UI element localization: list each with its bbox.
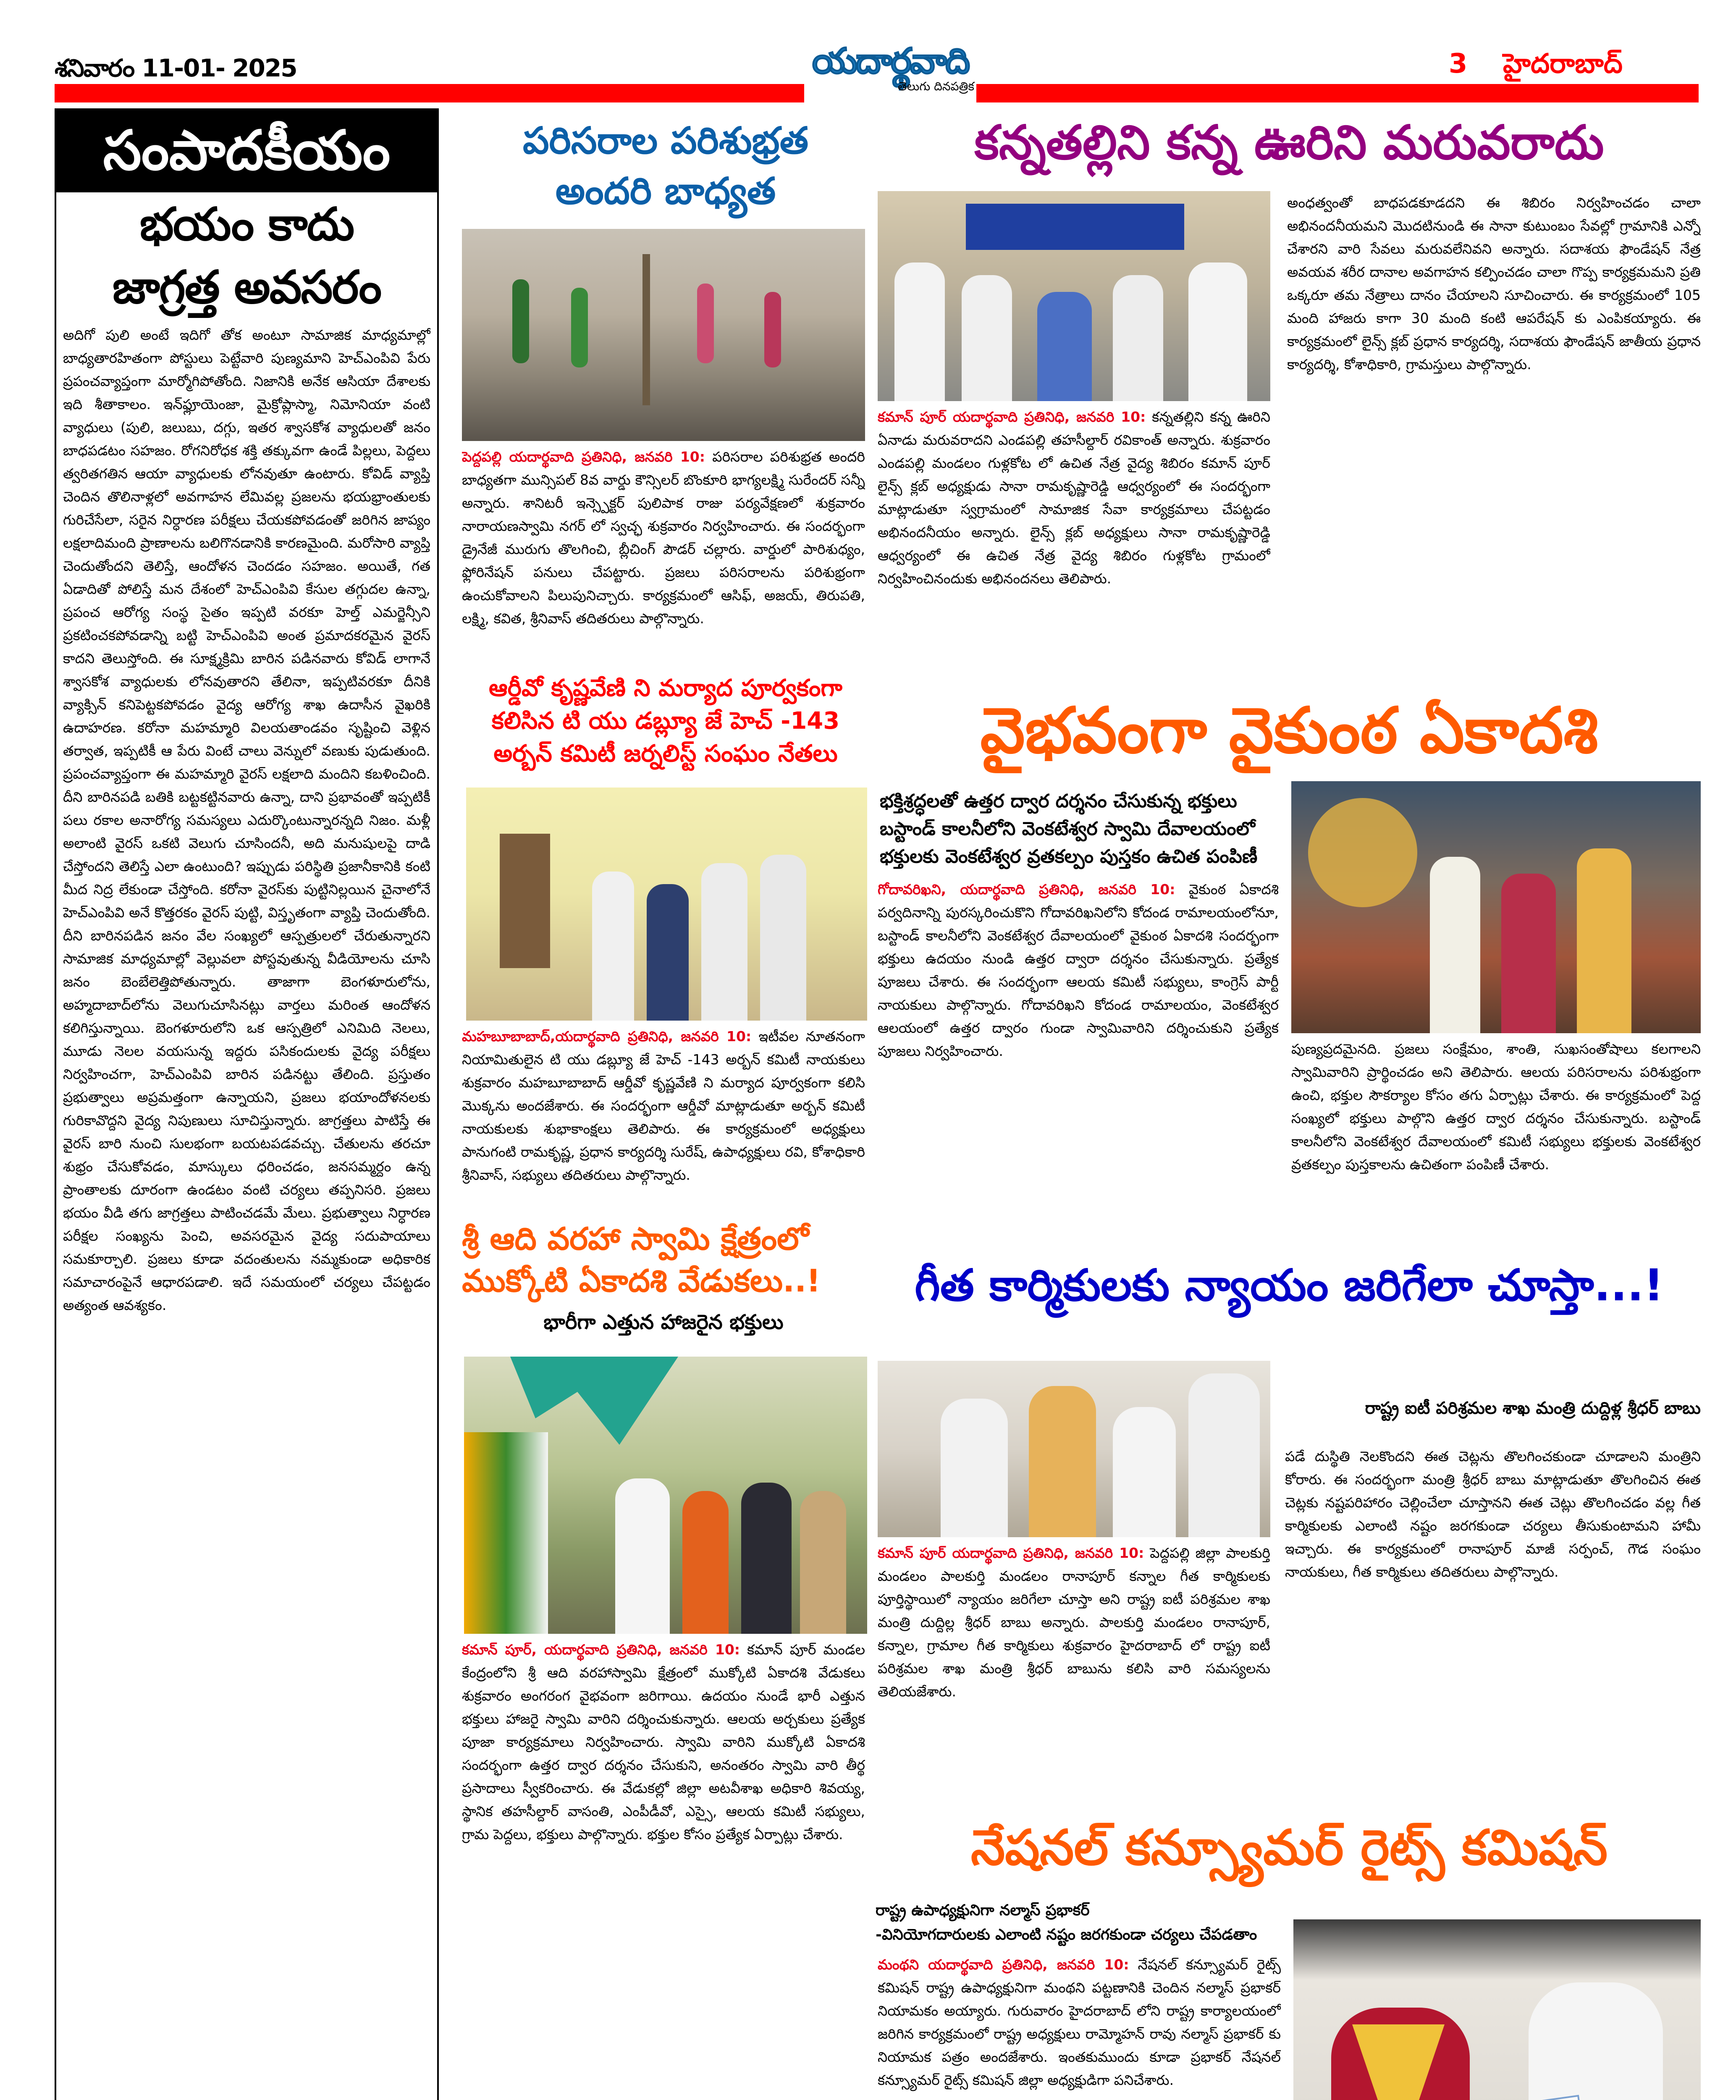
geetha-dateline: కమాన్ పూర్ యదార్థవాది ప్రతినిధి, జనవరి 10:: [878, 1545, 1144, 1561]
editorial-headline-line1: భయం కాదు: [139, 198, 354, 251]
rdo-headline: ఆర్డీవో కృష్ణవేణి ని మర్యాద పూర్వకంగా కలిసిన టి యు డబ్ల్యూ జే హెచ్ -143 అర్బన్ కమిటీ జర్నలిస్ట్ సంఘం నేతలు: [489, 675, 842, 767]
vaikunta-headline: వైభవంగా వైకుంఠ ఏకాదశి: [980, 694, 1598, 767]
birthplace-body-col2-text: అంధత్వంతో బాధపడకూడదని ఈ శిబిరం నిర్వహించడం చాలా అభినందనీయమని మొదటినుండి ఈ సానా కుటుంబం సేవల్లో గ్రామానికి ఎన్నో చేశారని వారి సేవలు మరువలేనివని అన్నారు. సదాశయ ఫౌండేషన్ నేత్ర అవయవ శరీర దానాల అవగాహన కల్పించడం చాలా గొప్ప కార్యక్రమమని ప్రతి ఒక్కరూ తమ నేత్రాలు దానం చేయాలని సూచించారు. ఈ కార్యక్రమంలో 105 మంది హాజరు కాగా 30 మంది కంటి ఆపరేషన్ కు ఎంపికయ్యారు. ఈ కార్యక్రమంలో లైన్స్ క్లబ్ ప్రధాన కార్యదర్శి, సదాశయ ఫౌండేషన్ జాతీయ ప్రధాన కార్యదర్శి, కోశాధికారి, గ్రామస్తులు పాల్గొన్నారు.: [1287, 194, 1701, 373]
editorial-headline-line2: జాగ్రత్త అవసరం: [112, 261, 381, 314]
vaikunta-photo: [1291, 781, 1701, 1033]
editorial-section-label: సంపాదకీయం: [55, 108, 439, 192]
issue-date: శనివారం 11-01- 2025: [55, 54, 297, 82]
vaikunta-kicker-3: భక్తులకు వెంకటేశ్వర వ్రతకల్పం పుస్తకం ఉచిత పంపిణీ: [880, 846, 1258, 867]
rdo-body-text: ఇటీవల నూతనంగా నియామితులైన టి యు డబ్ల్యూ జే హెచ్ -143 అర్బన్ కమిటీ నాయకులు శుక్రవారం మహబూబాబాద్ ఆర్డీవో కృష్ణవేణి ని మర్యాద పూర్వకంగా కలిసి మొక్కను అందజేశారు. ఈ సందర్భంగా ఆర్డీవో మాట్లాడుతూ అర్బన్ కమిటీ నాయకులకు శుభాకాంక్షలు తెలిపారు. ఈ కార్యక్రమంలో అధ్యక్షులు పానుగంటి రామకృష్ణ, ప్రధాన కార్యదర్శి సురేష్, ఉపాధ్యక్షులు రవి, కోశాధికారి శ్రీనివాస్, సభ్యులు తదితరులు పాల్గొన్నారు.: [462, 1028, 865, 1183]
cleanliness-body: [462, 445, 865, 664]
edition-name: హైదరాబాద్: [1503, 48, 1623, 79]
varaha-dateline: కమాన్ పూర్, యదార్థవాది ప్రతినిధి, జనవరి 10:: [462, 1641, 740, 1658]
editorial-headline: [59, 193, 435, 319]
vaikunta-kicker-1: భక్తిశ్రద్ధలతో ఉత్తర ద్వార దర్శనం చేసుకున్న భక్తులు: [880, 790, 1237, 812]
newspaper-logo: [806, 40, 974, 103]
vaikunta-body-text: వైకుంఠ ఏకాదశి పర్వదినాన్ని పురస్కరించుకొని గోదావరిఖనిలోని కోదండ రామాలయంలోనూ, బస్టాండ్ కాలనీలోని వెంకటేశ్వర దేవాలయంలో వైకుంఠ ఏకాదశి సందర్భంగా భక్తులు ఉదయం నుండి ఉత్తర ద్వారా దర్శనం చేసుకున్నారు. ప్రత్యేక పూజలు చేశారు. ఈ సందర్భంగా ఆలయ కమిటీ సభ్యులు, కాంగ్రెస్ పార్టీ నాయకులు పాల్గొన్నారు. గోదావరిఖని కోదండ రామాలయం, వెంకటేశ్వర ఆలయంలో ఉత్తర ద్వారం గుండా స్వామివారిని దర్శించుకుని ప్రత్యేక పూజలు నిర్వహించారు.: [878, 881, 1279, 1059]
cleanliness-headline: [458, 116, 873, 216]
varaha-subheadline: భారీగా ఎత్తున హాజరైన భక్తులు: [543, 1310, 784, 1334]
consumer-kicker-2: -వినియోగదారులకు ఎలాంటి నష్టం జరగకుండా చర్యలు చేపడతాం: [876, 1926, 1257, 1943]
birthplace-photo: [878, 191, 1270, 401]
rdo-photo: [466, 788, 867, 1021]
page-number: 3: [1448, 48, 1468, 79]
page-info: [1449, 48, 1623, 86]
consumer-body-text: నేషనల్ కన్స్యూమర్ రైట్స్ కమిషన్ రాష్ట్ర ఉపాధ్యక్షునిగా మంథని పట్టణానికి చెందిన నల్మాస్ ప్రభాకర్ నియామకం అయ్యారు. గురువారం హైదరాబాద్ లోని రాష్ట్ర కార్యాలయంలో జరిగిన కార్యక్రమంలో రాష్ట్ర అధ్యక్షులు రామ్మోహన్ రావు నల్మాస్ ప్రభాకర్ కు నియామక పత్రం అందజేశారు. ఇంతకుముందు కూడా ప్రభాకర్ నేషనల్ కన్స్యూమర్ రైట్స్ కమిషన్ జిల్లా అధ్యక్షుడిగా పనిచేశారు.: [878, 1956, 1281, 2088]
logo-text: యదార్థవాది: [812, 40, 969, 81]
birthplace-body-col2: [1287, 191, 1701, 662]
vaikunta-kicker-2: బస్టాండ్ కాలనీలోని వెంకటేశ్వర స్వామి దేవాలయంలో: [880, 818, 1255, 840]
cleanliness-photo: [462, 229, 865, 441]
consumer-dateline: మంథని యదార్థవాది ప్రతినిధి, జనవరి 10:: [878, 1956, 1129, 1973]
birthplace-dateline: కమాన్ పూర్ యదార్థవాది ప్రతినిధి, జనవరి 10:: [878, 409, 1146, 425]
vaikunta-body: [878, 878, 1279, 1256]
birthplace-body-text: కన్నతల్లిని కన్న ఊరిని ఏనాడు మరువరాదని ఎండపల్లి తహసీల్దార్ రవికాంత్ అన్నారు. శుక్రవారం ఎండపల్లి మండలం గుళ్లకోట లో ఉచిత నేత్ర వైద్య శిబిరం కమాన్ పూర్ లైన్స్ క్లబ్ అధ్యక్షుడు సానా రామకృష్ణారెడ్డి ఆధ్వర్యంలో ఈ సందర్భంగా మాట్లాడుతూ స్వగ్రామంలో సామాజిక సేవా కార్యక్రమాలు చేపట్టడం అభినందనీయం అన్నారు. లైన్స్ క్లబ్ అధ్యక్షులు సానా రామకృష్ణారెడ్డి ఆధ్వర్యంలో ఈ ఉచిత నేత్ర వైద్య శిబిరం గుళ్లకోట గ్రామంలో నిర్వహించినందుకు అభినందనలు తెలిపారు.: [878, 409, 1270, 587]
vaikunta-dateline: గోదావరిఖని, యదార్థవాది ప్రతినిధి, జనవరి 10:: [878, 881, 1175, 898]
geetha-body-col2: [1285, 1445, 1701, 1865]
geetha-photo: [878, 1361, 1270, 1537]
logo-tagline: తెలుగు దినపత్రిక: [897, 79, 974, 93]
consumer-headline: నేషనల్ కన్స్యూమర్ రైట్స్ కమిషన్: [970, 1819, 1608, 1876]
varaha-headline-line1: శ్రీ ఆది వరహా స్వామి క్షేత్రంలో: [462, 1221, 809, 1257]
masthead-rule-right: [976, 84, 1699, 102]
rdo-body: [462, 1025, 865, 1201]
varaha-body-text: కమాన్ పూర్ మండల కేంద్రంలోని శ్రీ ఆది వరహాస్వామి క్షేత్రంలో ముక్కోటి ఏకాదశి వేడుకలు శుక్రవారం అంగరంగ వైభవంగా జరిగాయి. ఉదయం నుండే భారీ ఎత్తున భక్తులు హాజరై స్వామి వారిని దర్శించుకున్నారు. ఆలయ అర్చకులు ప్రత్యేక పూజా కార్యక్రమాలు నిర్వహించారు. స్వామి వారిని ముక్కోటి ఏకాదశి సందర్భంగా ఉత్తర ద్వార దర్శనం చేసుకుని, అనంతరం స్వామి వారి తీర్థ ప్రసాదాలు స్వీకరించారు. ఈ వేడుకల్లో జిల్లా అటవీశాఖ అధికారి శివయ్య, స్థానిక తహసీల్దార్ వాసంతి, ఎంపీడీవో, ఎస్సై, ఆలయ కమిటీ సభ్యులు, గ్రామ పెద్దలు, భక్తులు పాల్గొన్నారు. భక్తుల కోసం ప్రత్యేక ఏర్పాట్లు చేశారు.: [462, 1641, 865, 1843]
consumer-body: [878, 1953, 1281, 2100]
varaha-headline: [462, 1218, 865, 1302]
geetha-headline: గీత కార్మికులకు న్యాయం జరిగేలా చూస్తా...!: [915, 1260, 1664, 1311]
consumer-photo: [1293, 1919, 1701, 2100]
geetha-body-text: పెద్దపల్లి జిల్లా పాలకుర్తి మండలం పాలకుర్తి మండలం రానాపూర్ కన్నాల గీత కార్మికులకు పూర్తిస్థాయిలో న్యాయం జరిగేలా చూస్తా అని రాష్ట్ర ఐటీ పరిశ్రమల శాఖ మంత్రి దుద్దిల్ల శ్రీధర్ బాబు అన్నారు. పాలకుర్తి మండలం రానాపూర్, కన్నాల, గ్రామాల గీత కార్మికులు శుక్రవారం హైదరాబాద్ లో రాష్ట్ర ఐటీ పరిశ్రమల శాఖ మంత్రి శ్రీధర్ బాబును కలిసి వారి సమస్యలను తెలియజేశారు.: [878, 1545, 1270, 1700]
varaha-body: [462, 1638, 865, 2100]
cleanliness-body-text: పరిసరాల పరిశుభ్రత అందరి బాధ్యతగా మున్సిపల్ 8వ వార్డు కౌన్సిలర్ బొంకూరి భాగ్యలక్ష్మి సురేందర్ సన్నీ అన్నారు. శానిటరీ ఇన్స్పెక్టర్ పులిపాక రాజు పర్యవేక్షణలో శుక్రవారం నారాయణస్వామి నగర్ లో స్వచ్ఛ శుక్రవారం నిర్వహించారు. ఈ సందర్భంగా డ్రైనేజీ మురుగు తొలగించి, బ్లీచింగ్ పౌడర్ చల్లారు. వార్డులో పారిశుధ్యం, ఫ్లోరినేషన్ పనులు చేపట్టారు. ప్రజలు పరిసరాలను పరిశుభ్రంగా ఉంచుకోవాలని పిలుపునిచ్చారు. కార్యక్రమంలో ఆసిఫ్, అజయ్, తిరుపతి, లక్ష్మి, కవిత, శ్రీనివాస్ తదితరులు పాల్గొన్నారు.: [462, 449, 865, 627]
masthead-rule-left: [55, 84, 804, 102]
birthplace-body: [878, 405, 1270, 662]
cleanliness-headline-line2: అందరి బాధ్యత: [555, 169, 776, 213]
consumer-kicker-1: రాష్ట్ర ఉపాధ్యక్షునిగా నల్మాస్ ప్రభాకర్: [876, 1902, 1090, 1919]
rdo-dateline: మహబూబాబాద్,యదార్థవాది ప్రతినిధి, జనవరి 10:: [462, 1028, 752, 1045]
birthplace-headline: కన్నతల్లిని కన్న ఊరిని మరువరాదు: [974, 116, 1604, 170]
cleanliness-dateline: పెద్దపల్లి యదార్థవాది ప్రతినిధి, జనవరి 10:: [462, 449, 705, 465]
geetha-body-col2-text: పడే దుస్థితి నెలకొందని ఈత చెట్లను తొలగించకుండా చూడాలని మంత్రిని కోరారు. ఈ సందర్భంగా మంత్రి శ్రీధర్ బాబు మాట్లాడుతూ తొలగించిన ఈత చెట్లకు నష్టపరిహారం చెల్లించేలా చూస్తానని ఈత చెట్లు తొలగించడం వల్ల గీత కార్మికులకు ఎలాంటి నష్టం జరగకుండా చర్యలు తీసుకుంటామని హామీ ఇచ్చారు. ఈ కార్యక్రమంలో రానాపూర్ మాజీ సర్పంచ్, గౌడ సంఘం నాయకులు, గీత కార్మికులు తదితరులు పాల్గొన్నారు.: [1285, 1448, 1701, 1580]
geetha-kicker: రాష్ట్ర ఐటీ పరిశ్రమల శాఖ మంత్రి దుద్దిళ్ల శ్రీధర్ బాబు: [1365, 1399, 1701, 1418]
varaha-headline-line2: ముక్కోటి ఏకాదశి వేడుకలు..!: [462, 1263, 821, 1299]
varaha-photo: [464, 1357, 867, 1634]
cleanliness-headline-line1: పరిసరాల పరిశుభ్రత: [522, 119, 809, 162]
consumer-kickers: [876, 1898, 1287, 1947]
vaikunta-body-col2: [1291, 1037, 1701, 1256]
vaikunta-kickers: [880, 788, 1300, 871]
vaikunta-body-col2-text: పుణ్యప్రదమైనది. ప్రజలు సంక్షేమం, శాంతి, సుఖసంతోషాలు కలగాలని స్వామివారిని ప్రార్థించడం అని తెలిపారు. ఆలయ పరిసరాలను పరిశుభ్రంగా ఉంచి, భక్తుల సౌకర్యాల కోసం తగు ఏర్పాట్లు చేశారు. ఈ కార్యక్రమంలో పెద్ద సంఖ్యలో భక్తులు పాల్గొని ఉత్తర ద్వార దర్శనం చేసుకున్నారు. బస్టాండ్ కాలనీలోని వెంకటేశ్వర దేవాలయంలో కమిటీ సభ్యులు భక్తులకు వెంకటేశ్వర వ్రతకల్పం పుస్తకాలను ఉచితంగా పంపిణీ చేశారు.: [1291, 1041, 1701, 1173]
editorial-body: [63, 323, 430, 2100]
editorial-body-text: అదిగో పులి అంటే ఇదిగో తోక అంటూ సామాజిక మాధ్యమాల్లో బాధ్యతారహితంగా పోస్టులు పెట్టేవారి పుణ్యమాని హెచ్‌ఎంపివి పేరు ప్రపంచవ్యాప్తంగా మార్మోగిపోతోంది. నిజానికి అనేక ఆసియా దేశాలకు ఇది శీతాకాలం. ఇన్‌ఫ్లూయెంజా, మైక్రోప్లాస్మా, నిమోనియా వంటి వ్యాధులు (పులి, జలుబు, దగ్గు, ఇతర శ్వాసకోశ వ్యాధులతో జనం బాధపడటం సహజం. రోగనిరోధక శక్తి తక్కువగా ఉండే పిల్లలు, పెద్దలు త్వరితగతిన ఆయా వ్యాధులకు లోనవుతూ ఉంటారు. కోవిడ్ వ్యాప్తి చెందిన తొలినాళ్లలో అవగాహన లేమివల్ల ప్రజలను భయభ్రాంతులకు గురిచేసేలా, సరైన నిర్ధారణ పరీక్షలు చేయకపోవడంతో జరిగిన జాప్యం లక్షలాదిమంది ప్రాణాలను బలిగొనడానికి కారణమైంది. మరోసారి వ్యాప్తి చెందుతోందని తెలిస్తే, ఆందోళన చెందడం సహజం. అయితే, గత ఏడాదితో పోలిస్తే మన దేశంలో హెచ్‌ఎంపివి కేసుల తగ్గుదల ఉన్నా, ప్రపంచ ఆరోగ్య సంస్థ సైతం ఇప్పటి వరకూ హెల్త్ ఎమర్జెన్సీని ప్రకటించకపోవడాన్ని బట్టి హెచ్‌ఎంపివి అంత ప్రమాదకరమైన వైరస్ కాదని తెలుస్తోంది. ఈ సూక్ష్మక్రిమి బారిన పడినవారు కోవిడ్ లాగానే శ్వాసకోశ వ్యాధులకు లోనవుతారని తేలినా, ఇప్పటివరకూ దీనికి వ్యాక్సిన్ కనిపెట్టకపోవడం వైద్య ఆరోగ్య శాఖ ఉదాసీన వైఖరికి ఉదాహరణ. కరోనా మహమ్మారి విలయతాండవం సృష్టించి వెళ్లిన తర్వాత, ఇప్పటికీ ఆ పేరు వింటే చాలు వెన్నులో వణుకు పుడుతుంది. ప్రపంచవ్యాప్తంగా ఈ మహమ్మారి వైరస్ లక్షలాది మందిని కబళించింది. దీని బారినపడి బతికి బట్టకట్టినవారు ఉన్నా, దాని ప్రభావంతో ఇప్పటికీ పలు రకాల అనారోగ్య సమస్యలు ఎదుర్కొంటున్నారన్నది నిజం. మళ్లీ అలాంటి వైరస్ ఒకటి వెలుగు చూసిందనీ, అది మనుషులపై దాడి చేస్తోందని తెలిస్తే ఎలా ఉంటుంది? ఇప్పుడు పరిస్థితి ప్రజానీకానికి కంటి మీద నిద్ర లేకుండా చేస్తోంది. కరోనా వైరస్‌కు పుట్టినిల్లయిన చైనాలోనే హెచ్‌ఎంపివి అనే కొత్తరకం వైరస్ పుట్టి, విస్తృతంగా వ్యాప్తి చెందుతోంది. దీని బారినపడిన జనం వేల సంఖ్యలో ఆస్పత్రులలో చేరుతున్నారని సామాజిక మాధ్యమాల్లో వెల్లువలా పోస్టవుతున్న వీడియోలను చూసి జనం బెంబేలెత్తిపోతున్నారు. తాజాగా బెంగళూరులోను, అహ్మదాబాద్‌లోను వెలుగుచూసినట్లు వార్తలు మరింత ఆందోళన కలిగిస్తున్నాయి. బెంగళూరులోని ఒక ఆస్పత్రిలో ఎనిమిది నెలలు, మూడు నెలల వయసున్న ఇద్దరు పసికందులకు వైద్య పరీక్షలు నిర్వహించగా, హెచ్‌ఎంపివి బారిన పడినట్టు తేలింది. ప్రస్తుతం ప్రభుత్వాలు అప్రమత్తంగా ఉన్నాయని, ప్రజలు భయాందోళనలకు గురికావొద్దని వైద్య నిపుణులు సూచిస్తున్నారు. జాగ్రత్తలు పాటిస్తే ఈ వైరస్ బారి నుంచి సులభంగా బయటపడవచ్చు. చేతులను తరచూ శుభ్రం చేసుకోవడం, మాస్కులు ధరించడం, జనసమ్మర్దం ఉన్న ప్రాంతాలకు దూరంగా ఉండటం వంటి చర్యలు తప్పనిసరి. ప్రజలు భయం వీడి తగు జాగ్రత్తలు పాటించడమే మేలు. ప్రభుత్వాలు నిర్ధారణ పరీక్షల సంఖ్యను పెంచి, అవసరమైన వైద్య సదుపాయాలు సమకూర్చాలి. ప్రజలు కూడా వదంతులను నమ్మకుండా అధికారిక సమాచారంపైనే ఆధారపడాలి. ఇదే సమయంలో చర్యలు చేపట్టడం అత్యంత ఆవశ్యకం.: [63, 327, 430, 1313]
